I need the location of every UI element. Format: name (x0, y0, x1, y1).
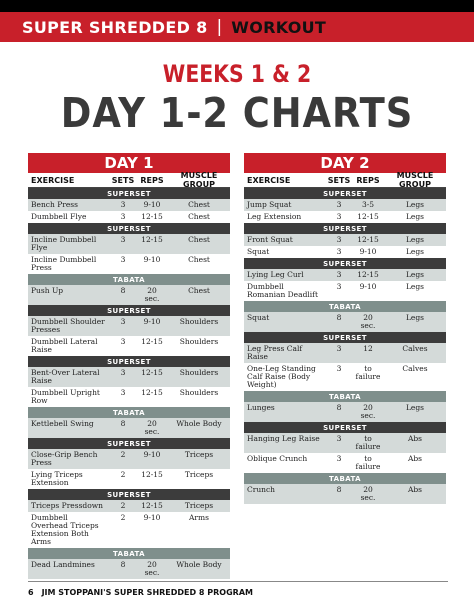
column-sets: SETS (111, 175, 135, 185)
exercise-cell: Lying Leg Curl (247, 270, 304, 279)
muscle-group-cell: Chest (188, 235, 210, 244)
reps-cell: 9-10 (143, 200, 161, 209)
header-bar (0, 12, 474, 42)
table-row (244, 453, 446, 473)
reps-cell: 9-10 (359, 282, 377, 291)
reps-cell: 9-10 (359, 247, 377, 256)
muscle-group-cell: Shoulders (179, 317, 219, 326)
table-row (244, 211, 446, 223)
superset-label: SUPERSET (244, 223, 446, 234)
table-row (28, 254, 230, 274)
reps-cell: 12-15 (141, 470, 163, 479)
footer (28, 588, 253, 597)
sets-cell: 2 (120, 470, 126, 479)
muscle-group-cell: Chest (188, 212, 210, 221)
table-row (28, 211, 230, 223)
sets-cell: 8 (120, 560, 126, 569)
reps-cell: 12-15 (141, 388, 163, 397)
tabata-label: TABATA (28, 548, 230, 559)
exercise-cell: Lying Triceps Extension (31, 470, 83, 487)
table-row (28, 234, 230, 254)
page-number: 6 (28, 588, 34, 597)
muscle-group-cell: Legs (405, 403, 425, 412)
reps-cell: 12-15 (141, 501, 163, 510)
reps-cell: 20 sec. (360, 313, 376, 330)
sets-cell: 3 (120, 235, 126, 244)
table-row (28, 559, 230, 579)
tabata-label: TABATA (244, 391, 446, 402)
sets-cell: 3 (336, 454, 342, 463)
muscle-group-cell: Legs (405, 282, 425, 291)
sets-cell: 3 (336, 247, 342, 256)
muscle-group-cell: Legs (405, 235, 425, 244)
superset-label: SUPERSET (28, 356, 230, 367)
muscle-group-cell: Legs (405, 247, 425, 256)
exercise-cell: Front Squat (247, 235, 293, 244)
exercise-cell: Triceps Pressdown (31, 501, 103, 510)
exercise-cell: Squat (247, 247, 270, 256)
superset-label: SUPERSET (28, 223, 230, 234)
reps-cell: 3-5 (361, 200, 375, 209)
day-heading: DAY 2 (244, 153, 446, 173)
sets-cell: 3 (336, 282, 342, 291)
reps-cell: to failure (355, 364, 381, 381)
footer-text: JIM STOPPANI'S SUPER SHREDDED 8 PROGRAM (41, 588, 253, 597)
sets-cell: 3 (336, 270, 342, 279)
exercise-cell: Kettlebell Swing (31, 419, 94, 428)
sets-cell: 8 (336, 403, 342, 412)
exercise-cell: Bent-Over Lateral Raise (31, 368, 100, 385)
superset-label: SUPERSET (244, 188, 446, 199)
muscle-group-cell: Shoulders (179, 368, 219, 377)
brand-title: SUPER SHREDDED 8 (22, 17, 208, 37)
reps-cell: 12-15 (357, 212, 379, 221)
sets-cell: 3 (336, 364, 342, 373)
exercise-cell: Oblique Crunch (247, 454, 308, 463)
muscle-group-cell: Abs (407, 434, 423, 443)
sets-cell: 2 (120, 501, 126, 510)
muscle-group-cell: Whole Body (176, 560, 222, 569)
column-reps: REPS (140, 175, 164, 185)
sets-cell: 8 (336, 313, 342, 322)
muscle-group-cell: Calves (402, 344, 428, 353)
exercise-cell: Lunges (247, 403, 275, 412)
muscle-group-cell: Legs (405, 270, 425, 279)
sets-cell: 3 (120, 200, 126, 209)
table-row (244, 363, 446, 391)
table-row (244, 402, 446, 422)
reps-cell: 9-10 (143, 450, 161, 459)
table-row (28, 500, 230, 512)
superset-label: SUPERSET (244, 332, 446, 343)
sets-cell: 8 (120, 286, 126, 295)
reps-cell: 20 sec. (144, 286, 160, 303)
muscle-group-cell: Shoulders (179, 388, 219, 397)
superset-label: SUPERSET (28, 188, 230, 199)
table-row (244, 343, 446, 363)
table-row (28, 449, 230, 469)
exercise-cell: Dumbbell Upright Row (31, 388, 100, 405)
muscle-group-cell: Calves (402, 364, 428, 373)
table-row (28, 199, 230, 211)
day-2-table (244, 153, 446, 504)
table-row (244, 269, 446, 281)
exercise-cell: Crunch (247, 485, 276, 494)
tabata-label: TABATA (28, 274, 230, 285)
exercise-cell: Dumbbell Lateral Raise (31, 337, 98, 354)
sets-cell: 3 (120, 212, 126, 221)
table-row (28, 316, 230, 336)
muscle-group-cell: Triceps (184, 450, 214, 459)
exercise-cell: Leg Press Calf Raise (247, 344, 303, 361)
reps-cell: to failure (355, 454, 381, 471)
tabata-label: TABATA (244, 473, 446, 484)
muscle-group-cell: Legs (405, 200, 425, 209)
muscle-group-cell: Triceps (184, 501, 214, 510)
exercise-cell: Close-Grip Bench Press (31, 450, 98, 467)
reps-cell: to failure (355, 434, 381, 451)
muscle-group-cell: Arms (189, 513, 209, 522)
reps-cell: 12-15 (141, 235, 163, 244)
sets-cell: 2 (120, 513, 126, 522)
reps-cell: 12 (363, 344, 373, 353)
exercise-cell: Dumbbell Flye (31, 212, 87, 221)
exercise-cell: Dead Landmines (31, 560, 95, 569)
table-row (28, 469, 230, 489)
exercise-cell: Incline Dumbbell Flye (31, 235, 97, 252)
weeks-heading: WEEKS 1 & 2 (162, 60, 312, 88)
tabata-label: TABATA (244, 301, 446, 312)
muscle-group-cell: Chest (188, 286, 210, 295)
table-row (244, 246, 446, 258)
superset-label: SUPERSET (244, 422, 446, 433)
table-row (28, 387, 230, 407)
reps-cell: 9-10 (143, 255, 161, 264)
table-row (244, 234, 446, 246)
exercise-cell: Jump Squat (247, 200, 292, 209)
exercise-cell: Dumbbell Romanian Deadlift (247, 282, 318, 299)
table-row (244, 281, 446, 301)
exercise-cell: Push Up (31, 286, 64, 295)
reps-cell: 12-15 (141, 212, 163, 221)
tabata-label: TABATA (28, 407, 230, 418)
reps-cell: 20 sec. (144, 560, 160, 577)
reps-cell: 20 sec. (360, 485, 376, 502)
sets-cell: 3 (120, 255, 126, 264)
reps-cell: 9-10 (143, 513, 161, 522)
column-header-row (244, 173, 446, 188)
table-row (28, 336, 230, 356)
table-row (28, 285, 230, 305)
table-row (244, 312, 446, 332)
table-row (244, 433, 446, 453)
reps-cell: 12-15 (141, 337, 163, 346)
sets-cell: 3 (336, 212, 342, 221)
sets-cell: 3 (336, 434, 342, 443)
column-exercise: EXERCISE (247, 175, 291, 185)
column-muscle-group: MUSCLE GROUP (180, 171, 218, 189)
muscle-group-cell: Chest (188, 255, 210, 264)
sets-cell: 3 (120, 317, 126, 326)
exercise-cell: Squat (247, 313, 270, 322)
exercise-cell: Leg Extension (247, 212, 302, 221)
column-exercise: EXERCISE (31, 175, 75, 185)
table-row (28, 367, 230, 387)
header-separator: | (216, 17, 223, 37)
sets-cell: 2 (120, 450, 126, 459)
reps-cell: 12-15 (357, 270, 379, 279)
superset-label: SUPERSET (28, 489, 230, 500)
muscle-group-cell: Legs (405, 212, 425, 221)
exercise-cell: Dumbbell Overhead Triceps Extension Both Arms (31, 513, 99, 546)
table-row (244, 199, 446, 211)
table-row (28, 512, 230, 548)
sets-cell: 3 (120, 368, 126, 377)
muscle-group-cell: Abs (407, 485, 423, 494)
exercise-cell: Incline Dumbbell Press (31, 255, 97, 272)
sets-cell: 3 (120, 388, 126, 397)
footer-divider (28, 581, 448, 582)
reps-cell: 12-15 (141, 368, 163, 377)
column-sets: SETS (327, 175, 351, 185)
muscle-group-cell: Abs (407, 454, 423, 463)
exercise-cell: Bench Press (31, 200, 78, 209)
exercise-cell: Hanging Leg Raise (247, 434, 320, 443)
section-title: WORKOUT (231, 17, 327, 37)
muscle-group-cell: Triceps (184, 470, 214, 479)
table-row (244, 484, 446, 504)
sets-cell: 3 (336, 235, 342, 244)
column-reps: REPS (356, 175, 380, 185)
superset-label: SUPERSET (28, 305, 230, 316)
exercise-cell: Dumbbell Shoulder Presses (31, 317, 105, 334)
day-1-table (28, 153, 230, 579)
sets-cell: 3 (336, 200, 342, 209)
sets-cell: 8 (120, 419, 126, 428)
reps-cell: 9-10 (143, 317, 161, 326)
column-header-row (28, 173, 230, 188)
superset-label: SUPERSET (28, 438, 230, 449)
reps-cell: 20 sec. (144, 419, 160, 436)
exercise-cell: One-Leg Standing Calf Raise (Body Weight) (247, 364, 316, 389)
reps-cell: 20 sec. (360, 403, 376, 420)
page-title: DAY 1-2 CHARTS (60, 89, 414, 137)
sets-cell: 8 (336, 485, 342, 494)
column-muscle-group: MUSCLE GROUP (396, 171, 434, 189)
sets-cell: 3 (120, 337, 126, 346)
muscle-group-cell: Legs (405, 313, 425, 322)
muscle-group-cell: Whole Body (176, 419, 222, 428)
sets-cell: 3 (336, 344, 342, 353)
superset-label: SUPERSET (244, 258, 446, 269)
reps-cell: 12-15 (357, 235, 379, 244)
muscle-group-cell: Chest (188, 200, 210, 209)
table-row (28, 418, 230, 438)
day-heading: DAY 1 (28, 153, 230, 173)
muscle-group-cell: Shoulders (179, 337, 219, 346)
